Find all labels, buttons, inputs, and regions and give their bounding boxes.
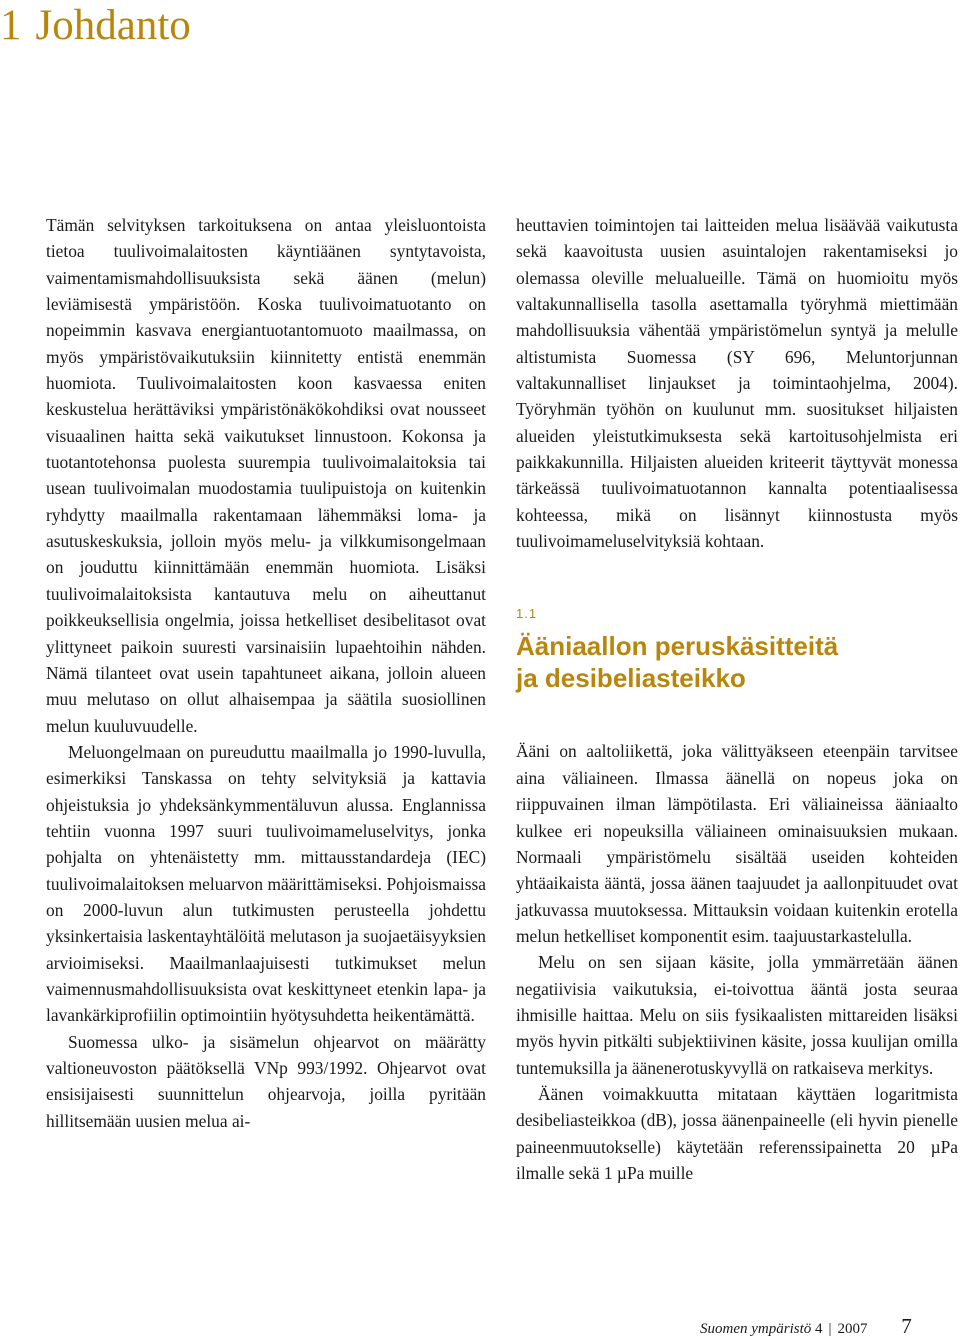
- body-paragraph: Suomessa ulko- ja sisämelun ohjearvot on määrätty valtioneuvoston päätöksellä VNp 993/1992. Ohjearvot ovat ensisijaisesti suunnittelun ohjearvoja, joilla pyritään hillitsemään uusien melua ai-: [46, 1031, 486, 1131]
- chapter-title-text: Johdanto: [35, 2, 191, 49]
- section-title-line-2: ja desibeliasteikko: [516, 663, 746, 694]
- chapter-number: 1: [0, 2, 22, 49]
- section-number: 1.1: [516, 606, 538, 622]
- body-paragraph: heuttavien toimintojen tai laitteiden melua lisäävää vaikutusta sekä kaavoitusta uusien asuintalojen rakentamiseksi jo olemassa oleville melualueille. Tämä on huomioitu myös valtakunnallisella tasolla asettamalla työryhmä miettimään mahdollisuuksia vähentää ympäristömelun syntyä ja melulle altistumista Suomessa (SY 696, Meluntorjunnan valtakunnalliset linjaukset ja toimintaohjelma, 2004). Työryhmän työhön on kuulunut mm. suositukset hiljaisten alueiden yleistutkimuksesta sekä kartoitusohjelmista eri paikkakunnilla. Hiljaisten alueiden kriteerit täyttyvät monessa tärkeässä tuulivoimatuotannon kannalta potentiaalisessa kohteessa, mikä on lisännyt kiinnostusta myös tuulivoimameluselvityksiä kohtaan.: [516, 215, 958, 552]
- body-paragraph: Ääni on aaltoliikettä, joka välittyäkseen eteenpäin tarvitsee aina väliaineen. Ilmassa äänellä on nopeus joka on riippuvainen ilman lämpötilasta. Eri väliaineissa ääniaalto kulkee eri nopeuksilla väliaineen ominaisuuksien mukaan. Normaali ympäristömelu sisältää useiden kohteiden yhtäaikaista ääntä, jossa äänen taajuudet ja aallonpituudet ovat jatkuvassa muutoksessa. Mittauksin voidaan kuitenkin erotella melun hetkelliset komponentit esim. taajuustarkastelulla.: [516, 741, 958, 946]
- body-paragraph: Melu on sen sijaan käsite, jolla ymmärretään äänen negatiivisia vaikutuksia, ei-toivottua ääntä josta seuraa ihmisille haittaa. Melu on siis fysikaalisten mittareiden lisäksi myös hyvin pitkälti subjektiivinen käsite, jossa kuulijan omilla tuntemuksilla ja äänenerotuskyvyllä on ratkaiseva merkitys.: [516, 952, 958, 1078]
- left-column: [46, 212, 486, 1134]
- body-paragraph: Meluongelmaan on pureuduttu maailmalla jo 1990-luvulla, esimerkiksi Tanskassa on tehty selvityksiä ja kattavia ohjeistuksia jo yhdeksänkymmentäluvun alussa. Englannissa tehtiin vuonna 1997 suuri tuulivoimameluselvitys, jonka pohjalta on yhtenäistetty mm. mittausstandardeja (IEC) tuulivoimalaitoksen meluarvon määrittämiseksi. Pohjoismaissa on 2000-luvun alun tutkimusten perusteella johdettu yksinkertaisia laskentayhtälöitä melutason ja suojaetäisyyksien arvioimiseksi. Maailmanlaajuisesti tutkimukset melun vaimennusmahdollisuuksista ovat keskittyneet etenkin lapa- ja lavankärkiprofiilin optimointiin hyötysuhdetta heikentämättä.: [46, 741, 486, 1026]
- footer-issue: 4: [815, 1321, 823, 1337]
- page-footer: [700, 1316, 958, 1339]
- right-column: [516, 212, 958, 1186]
- body-paragraph: Äänen voimakkuutta mitataan käyttäen logaritmista desibeliasteikkoa (dB), jossa äänenpaineelle (eli hyvin pienelle paineenmuutokselle) käytetään referenssipainetta 20 µPa ilmalle sekä 1 µPa muille: [516, 1083, 958, 1183]
- footer-publication: Suomen ympäristö: [700, 1321, 812, 1337]
- section-title: [516, 630, 958, 694]
- chapter-title: [0, 2, 191, 50]
- body-paragraph: Tämän selvityksen tarkoituksena on antaa yleisluontoista tietoa tuulivoimalaitosten käyntiäänen syntytavoista, vaimentamismahdollisuuksista sekä äänen (melun) leviämisestä ympäristöön. Koska tuulivoimatuotanto on nopeimmin kasvava energiantuotantomuoto maailmassa, on myös ympäristövaikutuksiin kiinnitetty entistä enemmän huomiota. Tuulivoimalaitosten koon kasvaessa eniten keskustelua herättäviksi ympäristönäkökohdiksi ovat nousseet visuaalinen haitta sekä vaikutukset linnustoon. Kokonsa ja tuotantotehonsa puolesta suurempia tuulivoimalaitoksia tai usean tuulivoimalan muodostamia tuulipuistoja on kuitenkin ryhdytty maailmalla rakentamaan lähemmäksi loma- ja asutuskeskuksia, jolloin myös melu- ja vilkkumisongelmaan on jouduttu kiinnittämään enemmän huomiota. Lisäksi tuulivoimalaitoksista kantautuva melu on aiheuttanut poikkeuksellisia ongelmia, joissa hetkelliset desibelitasot ovat ylittyneet paikoin suuresti varsinaisiin lupaehtoihin nähden. Nämä tilanteet ovat usein tapahtuneet aikana, jolloin alueen muu melutaso on ollut alhaisempaa ja säätila suosiollinen melun kuuluvuudelle.: [46, 215, 486, 736]
- footer-year: 2007: [837, 1321, 868, 1337]
- section-title-line-1: Ääniaallon peruskäsitteitä: [516, 631, 839, 662]
- page-number: 7: [901, 1314, 912, 1338]
- footer-separator: |: [828, 1321, 832, 1337]
